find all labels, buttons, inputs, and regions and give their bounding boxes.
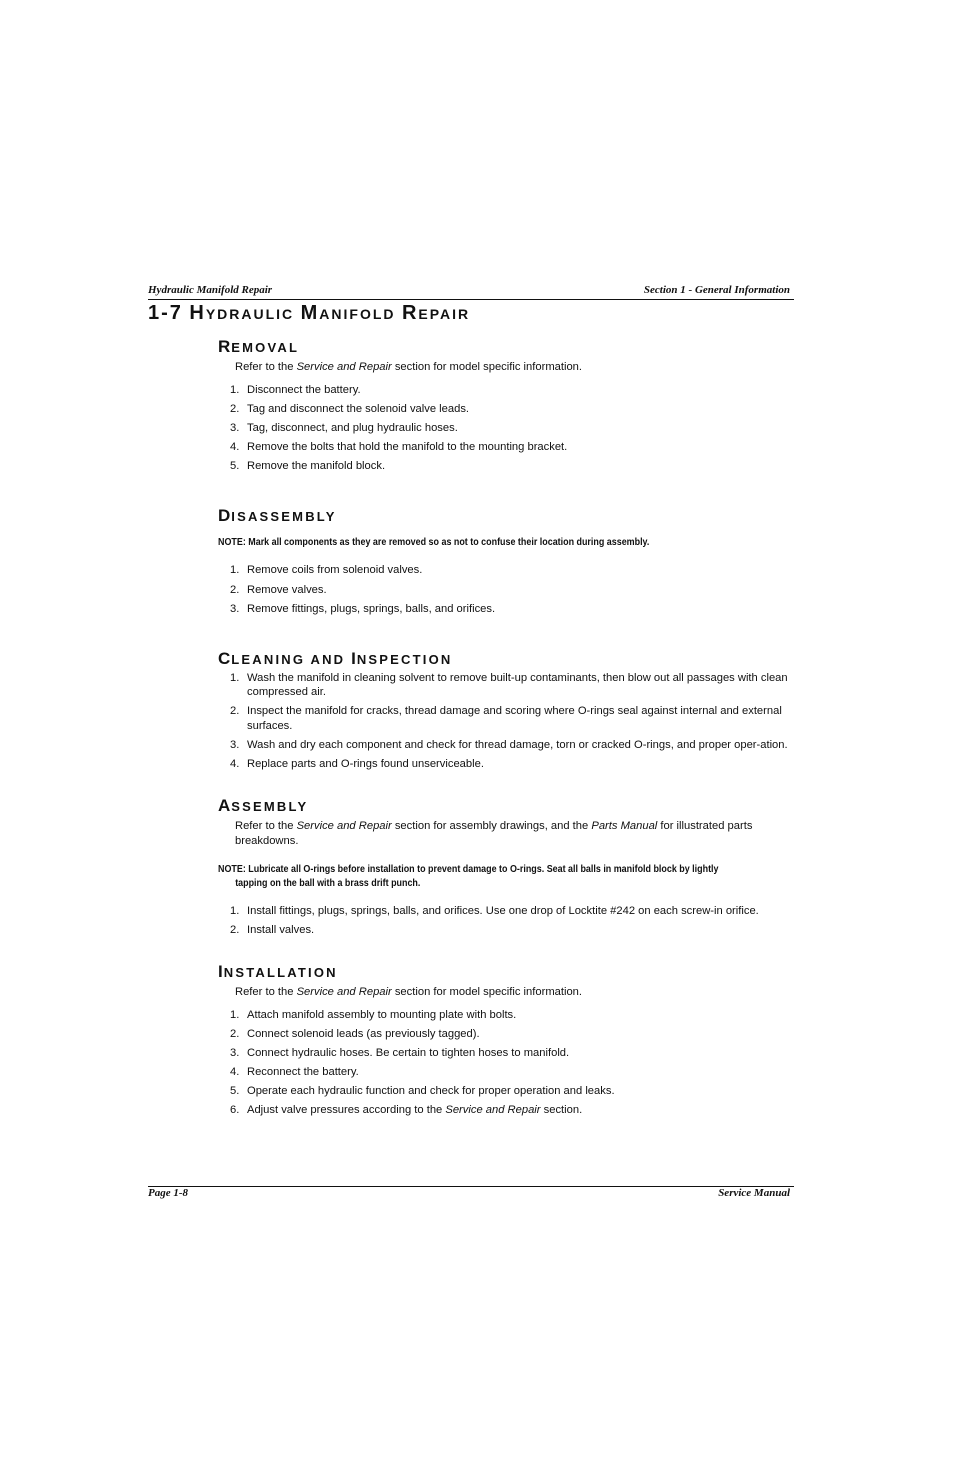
list-item: 3. Remove fittings, plugs, springs, balls, and orifices.: [230, 602, 496, 615]
footer-document-title: Service Manual: [718, 1187, 790, 1199]
page-number: Page 1-8: [148, 1187, 189, 1199]
disassembly-note: NOTE: Mark all components as they are removed so as not to confuse their location during assembly.: [218, 536, 650, 548]
list-item: 2. Inspect the manifold for cracks, thread damage and scoring where O-rings seal against internal and external surfaces.: [230, 705, 782, 732]
list-item: 5. Operate each hydraulic function and check for proper operation and leaks.: [230, 1085, 615, 1098]
running-footer: [148, 1186, 794, 1204]
removal-steps: [218, 383, 796, 474]
list-item: 2. Install valves.: [230, 924, 315, 937]
disassembly-steps: [218, 563, 796, 616]
list-item: 1. Install fittings, plugs, springs, balls, and orifices. Use one drop of Locktite #242 on each screw-in orifice.: [230, 905, 759, 918]
list-item: 2. Tag and disconnect the solenoid valve leads.: [230, 402, 470, 415]
installation-section: [218, 961, 796, 1117]
removal-heading: REMOVAL: [218, 337, 300, 356]
assembly-intro: Refer to the Service and Repair section for assembly drawings, and the Parts Manual for illustrated parts breakdowns.: [235, 820, 753, 847]
list-item: 1. Remove coils from solenoid valves.: [230, 564, 423, 577]
list-item: 1. Wash the manifold in cleaning solvent to remove built-up contaminants, then blow out all passages with clean compressed air.: [230, 671, 788, 699]
installation-heading: INSTALLATION: [218, 962, 338, 982]
cleaning-heading: CLEANING AND INSPECTION: [218, 648, 453, 668]
removal-intro: Refer to the Service and Repair section for model specific information.: [235, 361, 583, 373]
list-item: 1. Disconnect the battery.: [230, 383, 361, 396]
list-item: 2. Connect solenoid leads (as previously tagged).: [230, 1027, 480, 1040]
removal-section: [218, 336, 796, 473]
installation-intro: Refer to the Service and Repair section for model specific information.: [235, 986, 583, 999]
disassembly-section: [218, 505, 796, 616]
assembly-heading: ASSEMBLY: [218, 796, 309, 816]
page-content: [218, 336, 796, 1122]
list-item: 5. Remove the manifold block.: [230, 459, 386, 472]
installation-steps: [218, 1008, 796, 1118]
page-title: 1-7 HYDRAULIC MANIFOLD REPAIR: [148, 302, 471, 324]
list-item: 6. Adjust valve pressures according to the Service and Repair section.: [230, 1104, 583, 1117]
list-item: 4. Replace parts and O-rings found unserviceable.: [230, 758, 484, 771]
assembly-note: NOTE: Lubricate all O-rings before installation to prevent damage to O-rings. Seat all balls in manifold block by lightly tapping on the ball with a brass drift punch.: [218, 864, 719, 889]
list-item: 3. Connect hydraulic hoses. Be certain to tighten hoses to manifold.: [230, 1047, 570, 1059]
header-chapter-title: Hydraulic Manifold Repair: [148, 284, 273, 296]
list-item: 4. Reconnect the battery.: [230, 1066, 359, 1079]
cleaning-steps: [218, 671, 796, 772]
assembly-section: [218, 795, 796, 938]
header-section-title: Section 1 - General Information: [643, 284, 790, 296]
list-item: 1. Attach manifold assembly to mounting plate with bolts.: [230, 1008, 517, 1021]
list-item: 3. Tag, disconnect, and plug hydraulic hoses.: [230, 421, 458, 434]
assembly-steps: [218, 904, 796, 938]
list-item: 4. Remove the bolts that hold the manifold to the mounting bracket.: [230, 440, 568, 453]
cleaning-section: [218, 648, 796, 772]
list-item: 2. Remove valves.: [230, 583, 327, 596]
disassembly-heading: DISASSEMBLY: [218, 505, 337, 525]
list-item: 3. Wash and dry each component and check for thread damage, torn or cracked O-rings, and proper oper-ation.: [230, 738, 788, 751]
running-header: [148, 283, 794, 300]
